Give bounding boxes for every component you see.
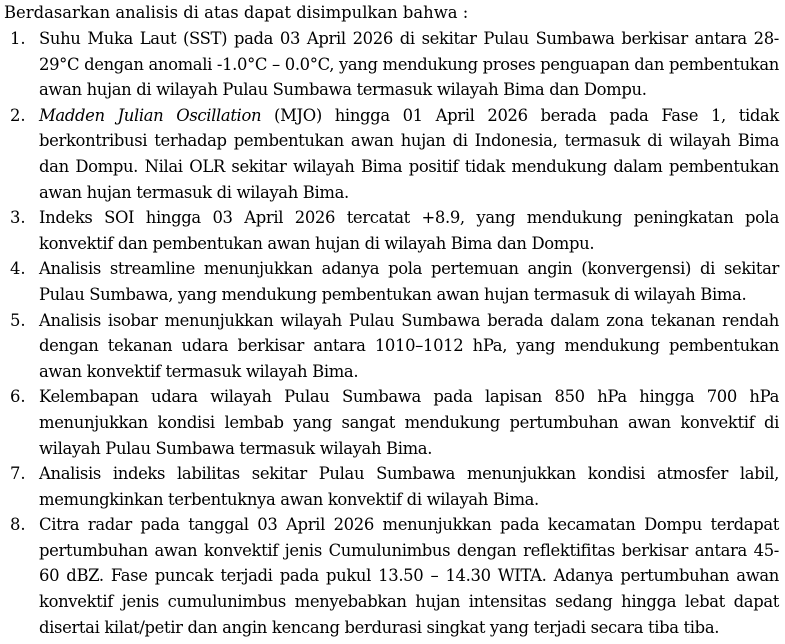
list-item-text: Citra radar pada tanggal 03 April 2026 menunjukkan pada kecamatan Dompu terdapat pertumbuhan awan konvektif jenis Cumulunimbus dengan reflektifitas berkisar antara 45-60 dBZ. Fase puncak terjadi pada pukul 13.50 – 14.30 WITA. Adanya pertumbuhan awan konvektif jenis cumulunimbus menyebabkan hujan intensitas sedang hingga lebat dapat disertai kilat/petir dan angin kencang berdurasi singkat yang terjadi secara tiba tiba.	[39, 515, 779, 637]
list-item	[4, 205, 779, 256]
list-item-text: Analisis indeks labilitas sekitar Pulau Sumbawa menunjukkan kondisi atmosfer labil, memungkinkan terbentuknya awan konvektif di wilayah Bima.	[39, 464, 779, 509]
list-item	[4, 103, 779, 205]
list-item-number: 1.	[10, 29, 26, 48]
list-item-text: (MJO) hingga 01 April 2026 berada pada Fase 1, tidak berkontribusi terhadap pembentukan awan hujan di Indonesia, termasuk di wilayah Bima dan Dompu. Nilai OLR sekitar wilayah Bima positif tidak mendukung dalam pembentukan awan hujan termasuk di wilayah Bima.	[39, 105, 780, 202]
list-item-text: Suhu Muka Laut (SST) pada 03 April 2026 di sekitar Pulau Sumbawa berkisar antara 28-29°C dengan anomali -1.0°C – 0.0°C, yang mendukung proses penguapan dan pembentukan awan hujan di wilayah Pulau Sumbawa termasuk wilayah Bima dan Dompu.	[39, 29, 779, 100]
intro-paragraph: Berdasarkan analisis di atas dapat disimpulkan bahwa :	[4, 3, 469, 22]
list-item-text: Analisis streamline menunjukkan adanya pola pertemuan angin (konvergensi) di sekitar Pulau Sumbawa, yang mendukung pembentukan awan hujan termasuk di wilayah Bima.	[39, 259, 779, 304]
list-item	[4, 256, 779, 307]
list-item-number: 7.	[10, 464, 26, 484]
list-item	[4, 461, 779, 512]
conclusion-list	[4, 26, 779, 640]
list-item	[4, 308, 779, 385]
list-item-number: 5.	[10, 310, 26, 330]
list-item-italic-term: Madden Julian Oscillation	[39, 105, 262, 125]
list-item	[4, 512, 779, 640]
list-item	[4, 26, 779, 103]
list-item-number: 8.	[10, 515, 26, 535]
list-item-text: Indeks SOI hingga 03 April 2026 tercatat +8.9, yang mendukung peningkatan pola konvektif dan pembentukan awan hujan di wilayah Bima dan Dompu.	[39, 208, 779, 253]
list-item	[4, 384, 779, 461]
list-item-text: Analisis isobar menunjukkan wilayah Pulau Sumbawa berada dalam zona tekanan rendah dengan tekanan udara berkisar antara 1010–1012 hPa, yang mendukung pembentukan awan konvektif termasuk wilayah Bima.	[39, 310, 779, 381]
list-item-number: 2.	[10, 105, 26, 125]
list-item-number: 4.	[10, 259, 26, 279]
list-item-text: Kelembapan udara wilayah Pulau Sumbawa pada lapisan 850 hPa hingga 700 hPa menunjukkan kondisi lembab yang sangat mendukung pertumbuhan awan konvektif di wilayah Pulau Sumbawa termasuk wilayah Bima.	[39, 387, 779, 458]
list-item-number: 6.	[10, 387, 26, 407]
list-item-number: 3.	[10, 208, 26, 228]
